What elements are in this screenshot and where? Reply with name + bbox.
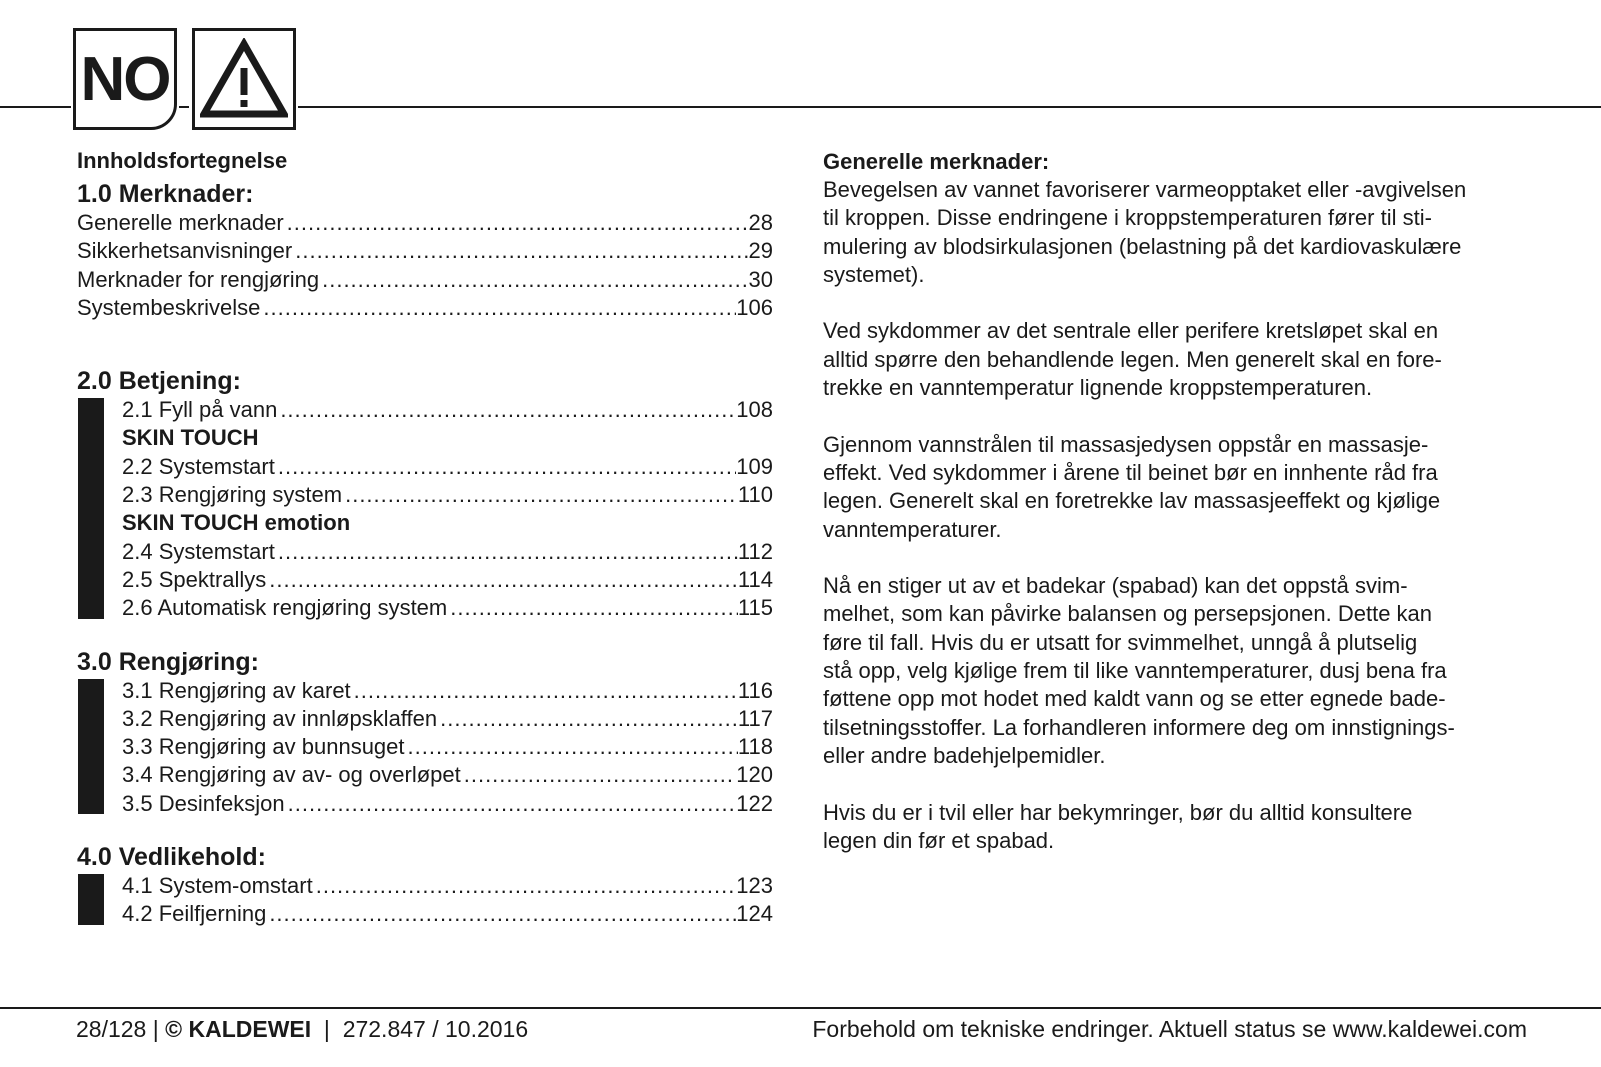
- notes-paragraph: [823, 572, 1528, 770]
- toc-entry[interactable]: Generelle merknader ..... 28: [77, 209, 773, 237]
- notes-line: tilsetningsstoffer. La forhandleren informere deg om innstignings-: [823, 714, 1455, 740]
- header-rule-connector: [179, 106, 189, 108]
- toc-entry[interactable]: Sikkerhetsanvisninger ..... 29: [77, 237, 773, 265]
- footer-left: [76, 1014, 528, 1044]
- notes-line: effekt. Ved sykdommer i årene til beinet bør en innhente råd fra: [823, 459, 1438, 485]
- toc-group: [77, 872, 773, 929]
- toc-entry[interactable]: 2.2 Systemstart ..... 109: [122, 453, 773, 481]
- toc-entry[interactable]: 2.6 Automatisk rengjøring system ..... 115: [122, 594, 773, 622]
- toc-entry[interactable]: Systembeskrivelse ..... 106: [77, 294, 773, 322]
- warning-triangle-icon: [200, 38, 288, 120]
- notes-paragraph: [823, 431, 1528, 544]
- toc-entry[interactable]: 2.5 Spektrallys ..... 114: [122, 566, 773, 594]
- notes-line: alltid spørre den behandlende legen. Men generelt skal en fore-: [823, 346, 1442, 372]
- toc-entry[interactable]: 4.2 Feilfjerning ..... 124: [122, 900, 773, 928]
- toc-section-4: [77, 842, 773, 929]
- toc-section-title: 4.0 Vedlikehold:: [77, 843, 266, 872]
- notes-line: legen din før et spabad.: [823, 827, 1055, 853]
- toc-entry[interactable]: Merknader for rengjøring ..... 30: [77, 266, 773, 294]
- toc-subtitle: SKIN TOUCH: [122, 425, 259, 451]
- notes-line: føttene opp mot hodet med kaldt vann og se etter egnede bade-: [823, 686, 1446, 712]
- language-badge: [73, 28, 177, 130]
- notes-line: Bevegelsen av vannet favoriserer varmeopptaket eller -avgivelsen: [823, 177, 1467, 202]
- notes-line: eller andre badehjelpemidler.: [823, 742, 1106, 768]
- notes-paragraph: [823, 176, 1528, 289]
- notes-line: til kroppen. Disse endringene i kroppstemperaturen fører til sti-: [823, 205, 1432, 231]
- toc-entry[interactable]: 3.5 Desinfeksjon ..... 122: [122, 790, 773, 818]
- toc-entry[interactable]: 3.4 Rengjøring av av- og overløpet ..... 120: [122, 761, 773, 789]
- notes-body: [823, 176, 1528, 855]
- notes-title: Generelle merknader:: [823, 149, 1050, 174]
- toc-entry[interactable]: 2.3 Rengjøring system ..... 110: [122, 481, 773, 509]
- toc-entry[interactable]: 3.1 Rengjøring av karet ..... 116: [122, 677, 773, 705]
- toc-group: [77, 677, 773, 818]
- toc-entry[interactable]: 4.1 System-omstart ..... 123: [122, 872, 773, 900]
- footer-rule: [0, 1007, 1601, 1009]
- warning-badge: [192, 28, 296, 130]
- toc-group: [77, 396, 773, 622]
- page-number: 28/128: [76, 1016, 147, 1042]
- notes-line: systemet).: [823, 261, 925, 287]
- notes-line: melhet, som kan påvirke balansen og persepsjonen. Dette kan: [823, 601, 1433, 627]
- footer-separator: |: [311, 1016, 343, 1042]
- toc-entry[interactable]: 2.4 Systemstart ..... 112: [122, 538, 773, 566]
- notes-paragraph: [823, 317, 1528, 402]
- section-marker-bar: [78, 679, 104, 814]
- footer-separator: |: [146, 1016, 166, 1042]
- notes-line: trekke en vanntemperatur lignende kroppstemperaturen.: [823, 375, 1373, 401]
- toc-heading: Innholdsfortegnelse: [77, 148, 288, 173]
- notes-line: stå opp, velg kjølige frem til like vanntemperaturer, dusj bena fra: [823, 658, 1447, 684]
- toc-section-3: [77, 647, 773, 818]
- document-reference: 272.847 / 10.2016: [342, 1016, 529, 1042]
- notes-line: mulering av blodsirkulasjonen (belastning på det kardiovaskulære: [823, 233, 1462, 259]
- section-marker-bar: [78, 398, 104, 618]
- notes-paragraph: [823, 799, 1528, 856]
- notes-line: føre til fall. Hvis du er utsatt for svimmelhet, unngå å plutselig: [823, 629, 1418, 655]
- language-code: NO: [80, 44, 170, 114]
- toc-section-title: 3.0 Rengjøring:: [77, 647, 259, 676]
- toc-entry[interactable]: 3.3 Rengjøring av bunnsuget ..... 118: [122, 733, 773, 761]
- header-rule-right: [298, 106, 1601, 108]
- notes-line: Hvis du er i tvil eller har bekymringer, bør du alltid konsultere: [823, 799, 1413, 825]
- general-notes: [823, 148, 1528, 855]
- header-rule-left: [0, 106, 71, 108]
- toc-section-2: [77, 366, 773, 622]
- notes-line: Gjennom vannstrålen til massasjedysen oppstår en massasje-: [823, 431, 1429, 457]
- notes-line: vanntemperaturer.: [823, 516, 1002, 542]
- toc-subtitle: SKIN TOUCH emotion: [122, 510, 351, 536]
- notes-line: Nå en stiger ut av et badekar (spabad) kan det oppstå svim-: [823, 573, 1408, 599]
- section-marker-bar: [78, 874, 104, 925]
- toc-section-title: 1.0 Merknader:: [77, 180, 254, 208]
- footer-disclaimer: Forbehold om tekniske endringer. Aktuell status se www.kaldewei.com: [812, 1016, 1527, 1042]
- copyright-symbol: ©: [165, 1016, 183, 1042]
- toc-section-1: [77, 179, 773, 322]
- toc-entry[interactable]: 3.2 Rengjøring av innløpsklaffen ..... 117: [122, 705, 773, 733]
- notes-line: legen. Generelt skal en foretrekke lav massasjeeffekt og kjølige: [823, 488, 1441, 514]
- toc-section-title: 2.0 Betjening:: [77, 367, 241, 396]
- notes-line: Ved sykdommer av det sentrale eller perifere kretsløpet skal en: [823, 318, 1439, 344]
- brand-name: KALDEWEI: [188, 1016, 312, 1042]
- table-of-contents: [77, 147, 773, 929]
- toc-entry[interactable]: 2.1 Fyll på vann ..... 108: [122, 396, 773, 424]
